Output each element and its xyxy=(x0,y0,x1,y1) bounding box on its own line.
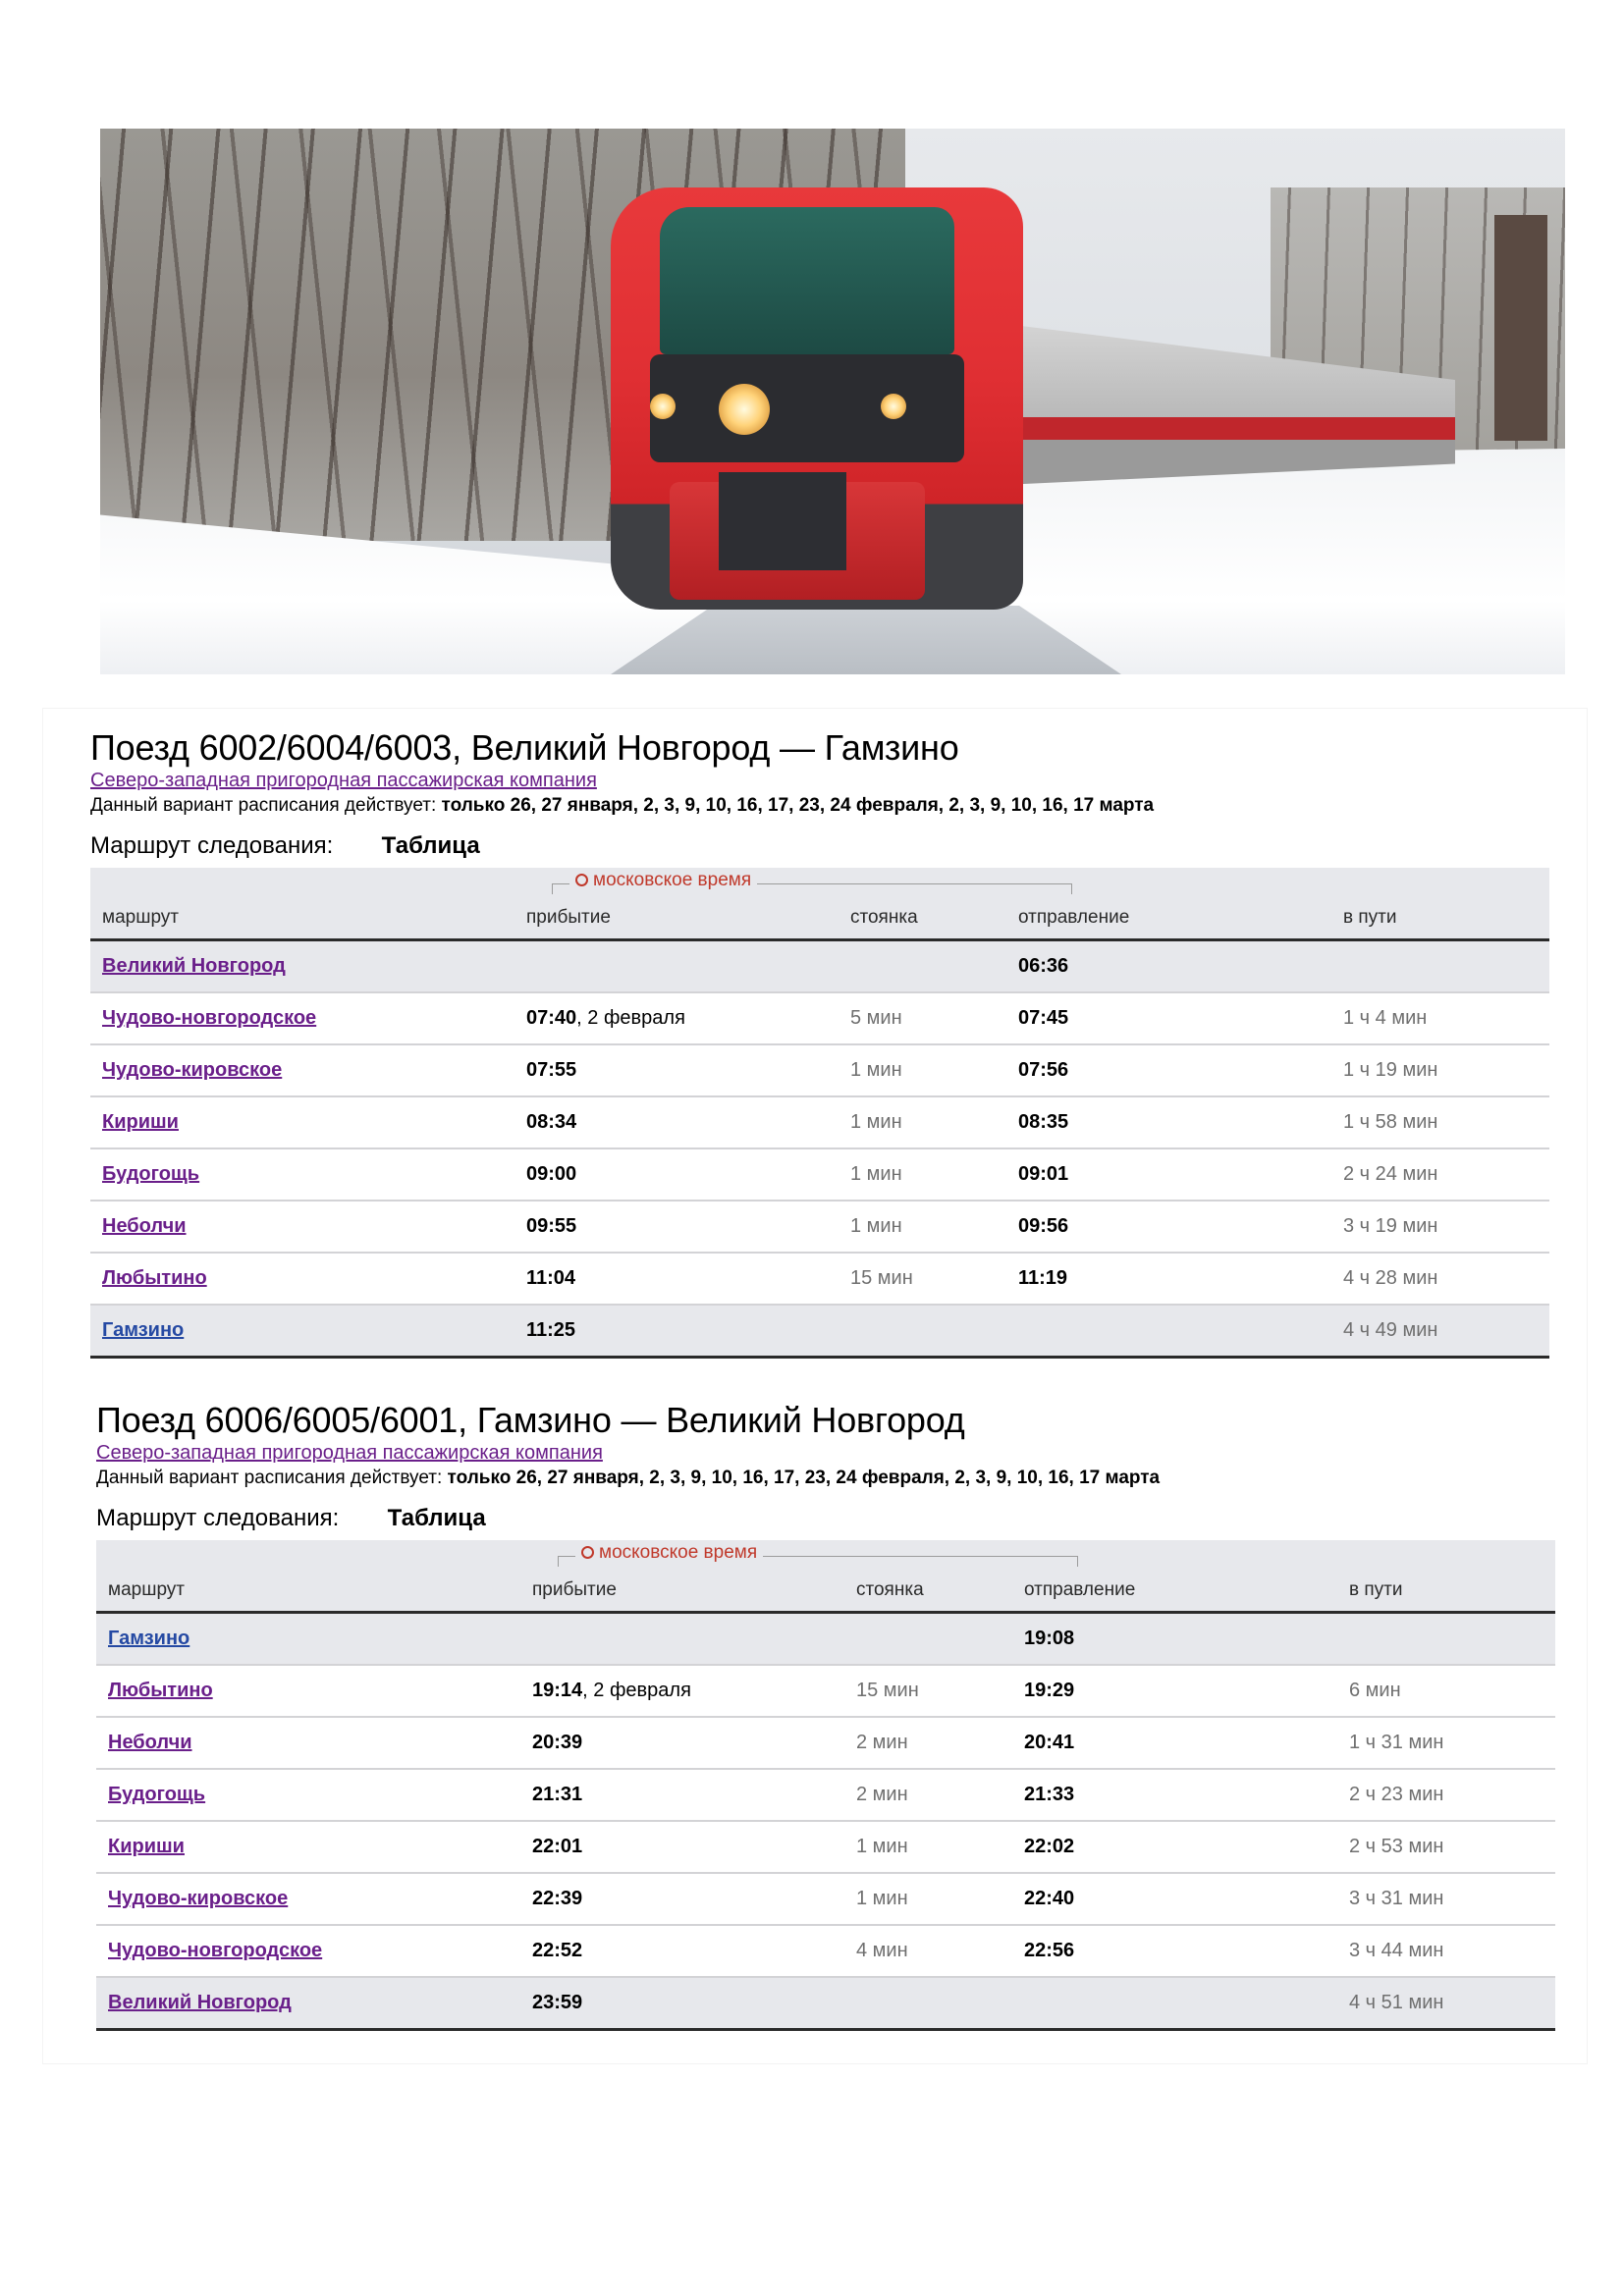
departure-time: 22:02 xyxy=(1024,1836,1075,1857)
stop-duration: 1 мин xyxy=(850,1059,902,1081)
departure-time: 08:35 xyxy=(1018,1111,1069,1133)
station-link[interactable]: Неболчи xyxy=(102,1215,187,1237)
stop-duration: 1 мин xyxy=(850,1163,902,1185)
arrival-cell xyxy=(532,1680,691,1702)
table-body xyxy=(96,1614,1555,2031)
table-row xyxy=(90,1045,1549,1097)
train-schedule-2 xyxy=(96,1399,1555,2031)
departure-time: 22:56 xyxy=(1024,1940,1075,1961)
table-row xyxy=(90,1306,1549,1359)
departure-time: 20:41 xyxy=(1024,1732,1075,1753)
header-arrival: прибытие xyxy=(532,1579,617,1600)
validity-note xyxy=(96,1466,1555,1491)
route-mode-table[interactable]: Таблица xyxy=(381,832,480,859)
train xyxy=(611,187,1455,619)
route-mode-table[interactable]: Таблица xyxy=(387,1505,486,1531)
station-link[interactable]: Неболчи xyxy=(108,1732,192,1753)
train-cab xyxy=(611,187,1023,610)
arrival-time: 08:34 xyxy=(526,1111,577,1133)
station-link[interactable]: Любытино xyxy=(102,1267,207,1289)
travel-time: 4 ч 51 мин xyxy=(1349,1992,1444,2013)
cab-front xyxy=(650,354,964,462)
train-schedule-1 xyxy=(90,726,1549,1359)
timezone-label: московское время xyxy=(599,1542,758,1563)
travel-time: 3 ч 19 мин xyxy=(1343,1215,1438,1237)
table-row xyxy=(90,1254,1549,1306)
station-link[interactable]: Будогощь xyxy=(108,1784,206,1805)
validity-prefix: Данный вариант расписания действует: xyxy=(90,795,437,816)
timezone-indicator xyxy=(552,872,1072,891)
table-row xyxy=(96,1978,1555,2031)
route-label: Маршрут следования: xyxy=(90,832,334,859)
station-link[interactable]: Чудово-новгородское xyxy=(108,1940,323,1961)
arrival-cell xyxy=(526,1319,575,1342)
departure-time: 11:19 xyxy=(1018,1267,1068,1289)
travel-time: 4 ч 49 мин xyxy=(1343,1319,1438,1341)
table-header xyxy=(96,1540,1555,1614)
train-title: Поезд 6006/6005/6001, Гамзино — Великий Новгород xyxy=(96,1400,965,1440)
travel-time: 3 ч 31 мин xyxy=(1349,1888,1444,1909)
validity-dates: только 26, 27 января, 2, 3, 9, 10, 16, 17, 23, 24 февраля, 2, 3, 9, 10, 16, 17 марта xyxy=(447,1468,1161,1488)
marker-light xyxy=(881,394,906,419)
travel-time: 2 ч 24 мин xyxy=(1343,1163,1438,1185)
travel-time: 1 ч 58 мин xyxy=(1343,1111,1438,1133)
travel-time: 2 ч 23 мин xyxy=(1349,1784,1444,1805)
validity-note xyxy=(90,793,1549,819)
stop-duration: 1 мин xyxy=(856,1836,908,1857)
stop-duration: 5 мин xyxy=(850,1007,902,1029)
schedule-table xyxy=(96,1540,1555,2031)
arrival-time: 07:55 xyxy=(526,1059,577,1081)
arrival-cell xyxy=(532,1784,582,1806)
station-link[interactable]: Будогощь xyxy=(102,1163,200,1185)
station-link[interactable]: Гамзино xyxy=(108,1628,190,1649)
arrival-cell xyxy=(526,1215,576,1238)
table-row xyxy=(90,1097,1549,1149)
station-link[interactable]: Любытино xyxy=(108,1680,213,1701)
arrival-time: 09:00 xyxy=(526,1163,577,1185)
arrival-date: , 2 февраля xyxy=(582,1680,691,1701)
stop-duration: 2 мин xyxy=(856,1732,908,1753)
train-photo xyxy=(100,129,1565,674)
header-arrival: прибытие xyxy=(526,907,611,928)
train-title: Поезд 6002/6004/6003, Великий Новгород — Гамзино xyxy=(90,727,959,768)
timezone-indicator xyxy=(558,1544,1078,1564)
departure-time: 06:36 xyxy=(1018,955,1069,977)
station-link[interactable]: Чудово-кировское xyxy=(102,1059,283,1081)
header-route: маршрут xyxy=(102,907,179,928)
company-link[interactable]: Северо-западная пригородная пассажирская компания xyxy=(90,770,597,791)
validity-prefix: Данный вариант расписания действует: xyxy=(96,1468,443,1488)
stop-duration: 15 мин xyxy=(850,1267,913,1289)
departure-time: 07:56 xyxy=(1018,1059,1069,1081)
arrival-cell xyxy=(532,1888,582,1910)
departure-time: 22:40 xyxy=(1024,1888,1075,1909)
departure-time: 19:29 xyxy=(1024,1680,1075,1701)
arrival-time: 22:39 xyxy=(532,1888,583,1909)
table-row xyxy=(90,993,1549,1045)
header-route: маршрут xyxy=(108,1579,185,1600)
water-tower xyxy=(1494,215,1547,441)
arrival-time: 20:39 xyxy=(532,1732,583,1753)
route-view-row xyxy=(90,828,1549,864)
station-link[interactable]: Кириши xyxy=(108,1836,185,1857)
arrival-cell xyxy=(532,1992,582,2014)
station-link[interactable]: Кириши xyxy=(102,1111,179,1133)
stop-duration: 2 мин xyxy=(856,1784,908,1805)
table-row xyxy=(96,1718,1555,1770)
arrival-time: 19:14 xyxy=(532,1680,583,1701)
schedule-table xyxy=(90,868,1549,1359)
arrival-cell xyxy=(526,1059,576,1082)
arrival-cell xyxy=(526,1007,685,1030)
table-row xyxy=(96,1614,1555,1666)
stop-duration: 1 мин xyxy=(850,1111,902,1133)
stop-duration: 1 мин xyxy=(850,1215,902,1237)
header-stop: стоянка xyxy=(850,907,918,928)
travel-time: 1 ч 19 мин xyxy=(1343,1059,1438,1081)
stop-duration: 1 мин xyxy=(856,1888,908,1909)
travel-time: 4 ч 28 мин xyxy=(1343,1267,1438,1289)
clock-icon xyxy=(581,1546,594,1559)
route-label: Маршрут следования: xyxy=(96,1505,340,1531)
company-link[interactable]: Северо-западная пригородная пассажирская компания xyxy=(96,1442,603,1464)
coupler xyxy=(719,472,846,570)
header-departure: отправление xyxy=(1018,907,1130,928)
travel-time: 2 ч 53 мин xyxy=(1349,1836,1444,1857)
schedule-sheet xyxy=(43,709,1587,2063)
arrival-time: 22:52 xyxy=(532,1940,583,1961)
departure-time: 09:56 xyxy=(1018,1215,1069,1237)
travel-time: 3 ч 44 мин xyxy=(1349,1940,1444,1961)
header-travel: в пути xyxy=(1343,907,1397,928)
header-stop: стоянка xyxy=(856,1579,924,1600)
table-row xyxy=(96,1770,1555,1822)
travel-time: 1 ч 31 мин xyxy=(1349,1732,1444,1753)
table-row xyxy=(90,1201,1549,1254)
table-row xyxy=(96,1926,1555,1978)
header-travel: в пути xyxy=(1349,1579,1403,1600)
arrival-time: 11:25 xyxy=(526,1319,576,1341)
arrival-cell xyxy=(526,1267,575,1290)
arrival-time: 22:01 xyxy=(532,1836,583,1857)
arrival-time: 09:55 xyxy=(526,1215,577,1237)
arrival-cell xyxy=(526,1111,576,1134)
stop-duration: 4 мин xyxy=(856,1940,908,1961)
station-link[interactable]: Гамзино xyxy=(102,1319,185,1341)
departure-time: 09:01 xyxy=(1018,1163,1069,1185)
travel-time: 1 ч 4 мин xyxy=(1343,1007,1428,1029)
timezone-label: московское время xyxy=(593,870,752,890)
departure-time: 07:45 xyxy=(1018,1007,1069,1029)
station-link[interactable]: Чудово-новгородское xyxy=(102,1007,317,1029)
arrival-cell xyxy=(532,1836,582,1858)
validity-dates: только 26, 27 января, 2, 3, 9, 10, 16, 17, 23, 24 февраля, 2, 3, 9, 10, 16, 17 марта xyxy=(441,795,1155,816)
departure-time: 21:33 xyxy=(1024,1784,1075,1805)
table-row xyxy=(96,1874,1555,1926)
stop-duration: 15 мин xyxy=(856,1680,919,1701)
table-body xyxy=(90,941,1549,1359)
arrival-date: , 2 февраля xyxy=(576,1007,685,1029)
arrival-time: 07:40 xyxy=(526,1007,577,1029)
arrival-time: 23:59 xyxy=(532,1992,583,2013)
table-header xyxy=(90,868,1549,941)
arrival-cell xyxy=(526,1163,576,1186)
headlight xyxy=(719,384,770,435)
marker-light xyxy=(650,394,676,419)
arrival-time: 11:04 xyxy=(526,1267,576,1289)
header-departure: отправление xyxy=(1024,1579,1136,1600)
table-row xyxy=(90,1149,1549,1201)
station-link[interactable]: Великий Новгород xyxy=(102,955,286,977)
travel-time: 6 мин xyxy=(1349,1680,1401,1701)
route-view-row xyxy=(96,1501,1555,1536)
table-row xyxy=(90,941,1549,993)
clock-icon xyxy=(575,874,588,886)
departure-time: 19:08 xyxy=(1024,1628,1075,1649)
windshield xyxy=(660,207,954,354)
arrival-cell xyxy=(532,1940,582,1962)
table-row xyxy=(96,1822,1555,1874)
station-link[interactable]: Чудово-кировское xyxy=(108,1888,289,1909)
arrival-time: 21:31 xyxy=(532,1784,583,1805)
table-row xyxy=(96,1666,1555,1718)
station-link[interactable]: Великий Новгород xyxy=(108,1992,292,2013)
arrival-cell xyxy=(532,1732,582,1754)
